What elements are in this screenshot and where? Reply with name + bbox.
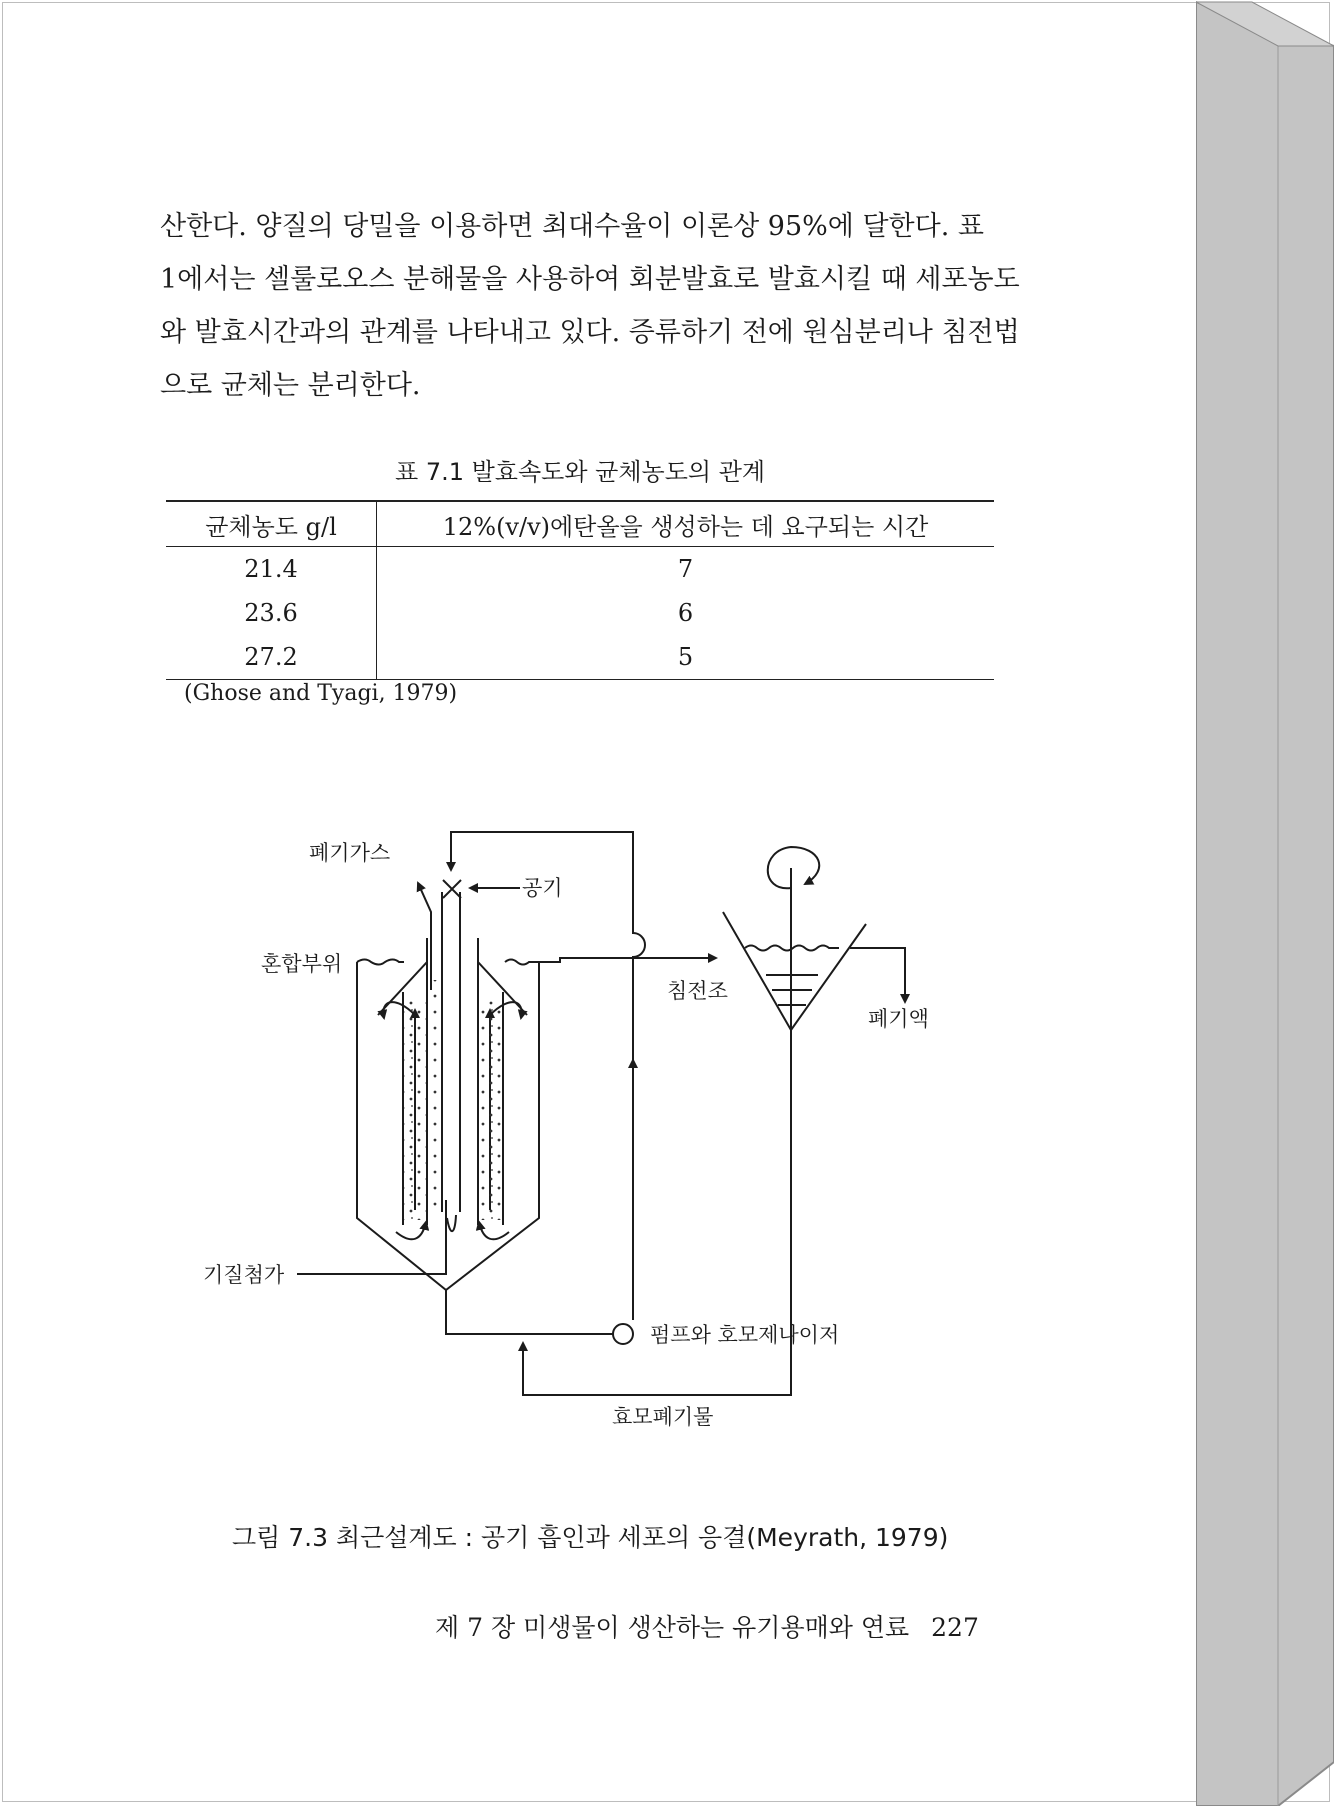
page-number: 227 bbox=[931, 1613, 979, 1642]
label-pump-homogenizer: 펌프와 호모제나이저 bbox=[650, 1323, 840, 1347]
table-cell: 5 bbox=[677, 643, 694, 671]
header-cell-time: 12%(v/v)에탄올을 생성하는 데 요구되는 시간 bbox=[442, 512, 929, 541]
label-settling-tank: 침전조 bbox=[667, 979, 728, 1003]
label-waste-liquid: 폐기액 bbox=[868, 1007, 929, 1031]
running-footer bbox=[435, 1608, 979, 1644]
exhaust-gas-pipe bbox=[418, 883, 431, 990]
header-cell-concentration: 균체농도 g/l bbox=[166, 501, 377, 547]
air-valve-x bbox=[443, 880, 461, 898]
body-line-4: 으로 균체는 분리한다. bbox=[160, 370, 421, 401]
overflow-line bbox=[539, 958, 716, 962]
waste-liquid-outlet bbox=[850, 948, 905, 1002]
table-cell: 21.4 bbox=[166, 547, 377, 592]
footer-chapter: 제 7 장 미생물이 생산하는 유기용매와 연료 bbox=[435, 1613, 910, 1642]
pump-line bbox=[446, 1290, 613, 1334]
body-line-3: 와 발효시간과의 관계를 나타내고 있다. 증류하기 전에 원심분리나 침전법 bbox=[160, 317, 1020, 348]
table-cell: 6 bbox=[677, 599, 694, 627]
label-mixing-zone: 혼합부위 bbox=[261, 952, 343, 976]
liquid-surface bbox=[357, 960, 539, 965]
table-cell: 23.6 bbox=[166, 591, 377, 635]
figure-caption: 그림 7.3 최근설계도 : 공기 흡인과 세포의 응결(Meyrath, 1979) bbox=[232, 1523, 949, 1552]
table-source: (Ghose and Tyagi, 1979) bbox=[184, 681, 458, 706]
settling-tank bbox=[723, 912, 866, 1030]
label-air: 공기 bbox=[522, 876, 563, 900]
body-line-2: 1에서는 셀룰로오스 분해물을 사용하여 회분발효로 발효시킬 때 세포농도 bbox=[160, 264, 1020, 295]
table-cell: 27.2 bbox=[166, 635, 377, 680]
pump-circle bbox=[613, 1324, 633, 1344]
label-exhaust-gas: 폐기가스 bbox=[309, 841, 391, 865]
table-cell: 7 bbox=[677, 555, 694, 583]
table-caption: 표 7.1 발효속도와 균체농도의 관계 bbox=[395, 458, 766, 486]
label-yeast-waste: 효모폐기물 bbox=[612, 1405, 714, 1429]
label-substrate-addition: 기질첨가 bbox=[203, 1263, 285, 1287]
body-line-1: 산한다. 양질의 당밀을 이용하면 최대수율이 이론상 95%에 달한다. 표 bbox=[160, 211, 984, 242]
